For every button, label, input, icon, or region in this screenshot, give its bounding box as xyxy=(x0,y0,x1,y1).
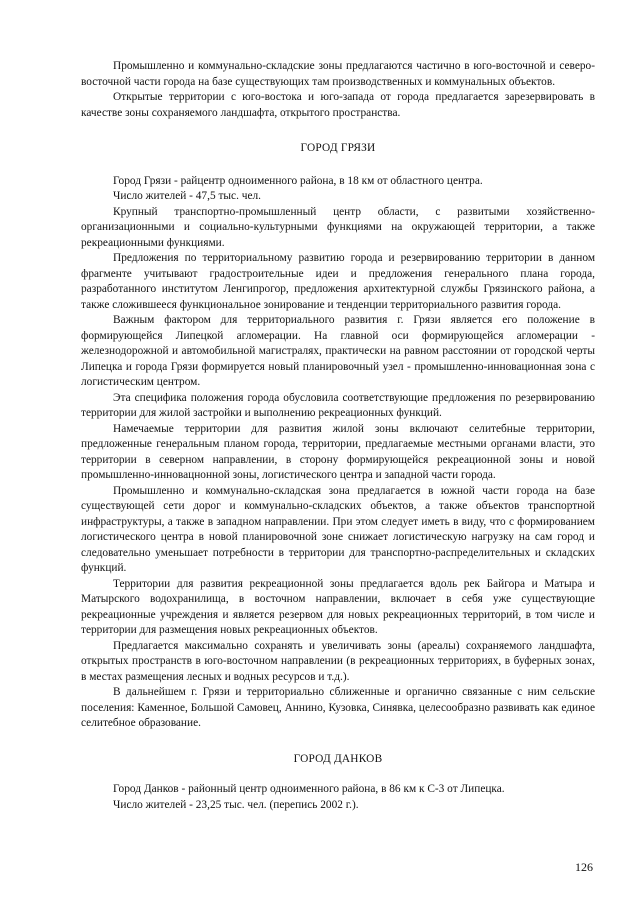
gryazi-paragraph-residential: Намечаемые территории для развития жилой зоны включают селитебные территории, предложенные генеральным планом города, территории, предлагаемые местными органами власти, это территории в северном направлении, в сторону формирующейся рекреационной зоны и новой промышленно-инновацнонной зоны, логистического центра и западной части города. xyxy=(81,422,595,481)
gryazi-paragraph-landscape: Предлагается максимально сохранять и увеличивать зоны (ареалы) сохраняемого ландшафта, открытых пространств в юго-восточном направлении (в рекреационных территориях, в буферных зонах, в местах размещения лесных и водных ресурсов и т.д.). xyxy=(81,639,595,683)
gryazi-population-line: Число жителей - 47,5 тыс. чел. xyxy=(113,190,261,202)
gryazi-location-line: Город Грязи - райцентр одноименного района, в 18 км от областного центра. xyxy=(113,174,483,187)
gryazi-paragraph-proposals: Предложения по территориальному развитию города и резервированию территории в данном фрагменте учитывают градостроительные идеи и предложения генерального плана города, разработанного институтом Ленгипрогор, предложения архитектурной службы Грязинского района, а также сложившееся функциональное зонирование и тенденции территориального развития города. xyxy=(81,252,595,311)
intro-paragraph-2: Открытые территории с юго-востока и юго-запада от города предлагается зарезервировать в качестве зоны сохраняемого ландшафта, открытого пространства. xyxy=(81,91,595,119)
page-content xyxy=(81,59,595,813)
gryazi-paragraph-recreation: Территории для развития рекреационной зоны предлагается вдоль рек Байгора и Матыра и Матырского водохранилища, в восточном направлении, включает в себя уже существующие рекреационные учреждения и является резервом для новых рекреационных территорий, в том числе и территории для размещения новых рекреационных объектов. xyxy=(81,577,595,636)
section-heading-gryazi: ГОРОД ГРЯЗИ xyxy=(300,142,376,154)
page-number: 126 xyxy=(575,860,593,874)
dankov-location-line: Город Данков - районный центр одноименного района, в 86 км к С-3 от Липецка. xyxy=(113,783,505,795)
gryazi-paragraph-industrial: Промышленно и коммунально-складская зона предлагается в южной части города на базе существующей сети дорог и коммунально-складских объектов, а также объектов транспортной инфраструктуры, а также в западном направлении. При этом следует иметь в виду, что с формированием логистического центра в новой планировочной зоне снижает логистическую нагрузку на сам город и следовательно уменьшает потребности в территории для транспортно-распределительных и складских функций. xyxy=(81,484,595,574)
intro-paragraph-1: Промышленно и коммунально-складские зоны предлагаются частично в юго-восточной и северо-восточной части города на базе существующих там производственных и коммунальных объектов. xyxy=(81,60,595,88)
section-heading-dankov: ГОРОД ДАНКОВ xyxy=(293,752,383,765)
gryazi-paragraph-specifics: Эта специфика положения города обусловила соответствующие предложения по резервированию территории для жилой застройки и выполнению рекреационных функций. xyxy=(81,391,595,419)
gryazi-paragraph-role: Крупный транспортно-промышленный центр области, с развитыми хозяйственно-организационными и социально-культурными функциями на окружающей территории, а также рекреационными функциями. xyxy=(81,205,595,249)
gryazi-paragraph-settlements: В дальнейшем г. Грязи и территориально сближенные и органично связанные с ним сельские поселения: Каменное, Большой Самовец, Аннино, Кузовка, Синявка, целесообразно развивать как единое селитебное образование. xyxy=(81,686,595,729)
gryazi-paragraph-agglomeration: Важным фактором для территориального развития г. Грязи является его положение в формирующейся Липецкой агломерации. На главной оси формирующейся агломерации - железнодорожной и автомобильной магистралях, практически на равном расстоянии от городской черты Липецка и города Грязи формируется новый планировочный узел - промышленно-инновационная зона с логистическим центром. xyxy=(81,314,595,388)
dankov-population-line: Число жителей - 23,25 тыс. чел. (перепись 2002 г.). xyxy=(113,798,359,811)
